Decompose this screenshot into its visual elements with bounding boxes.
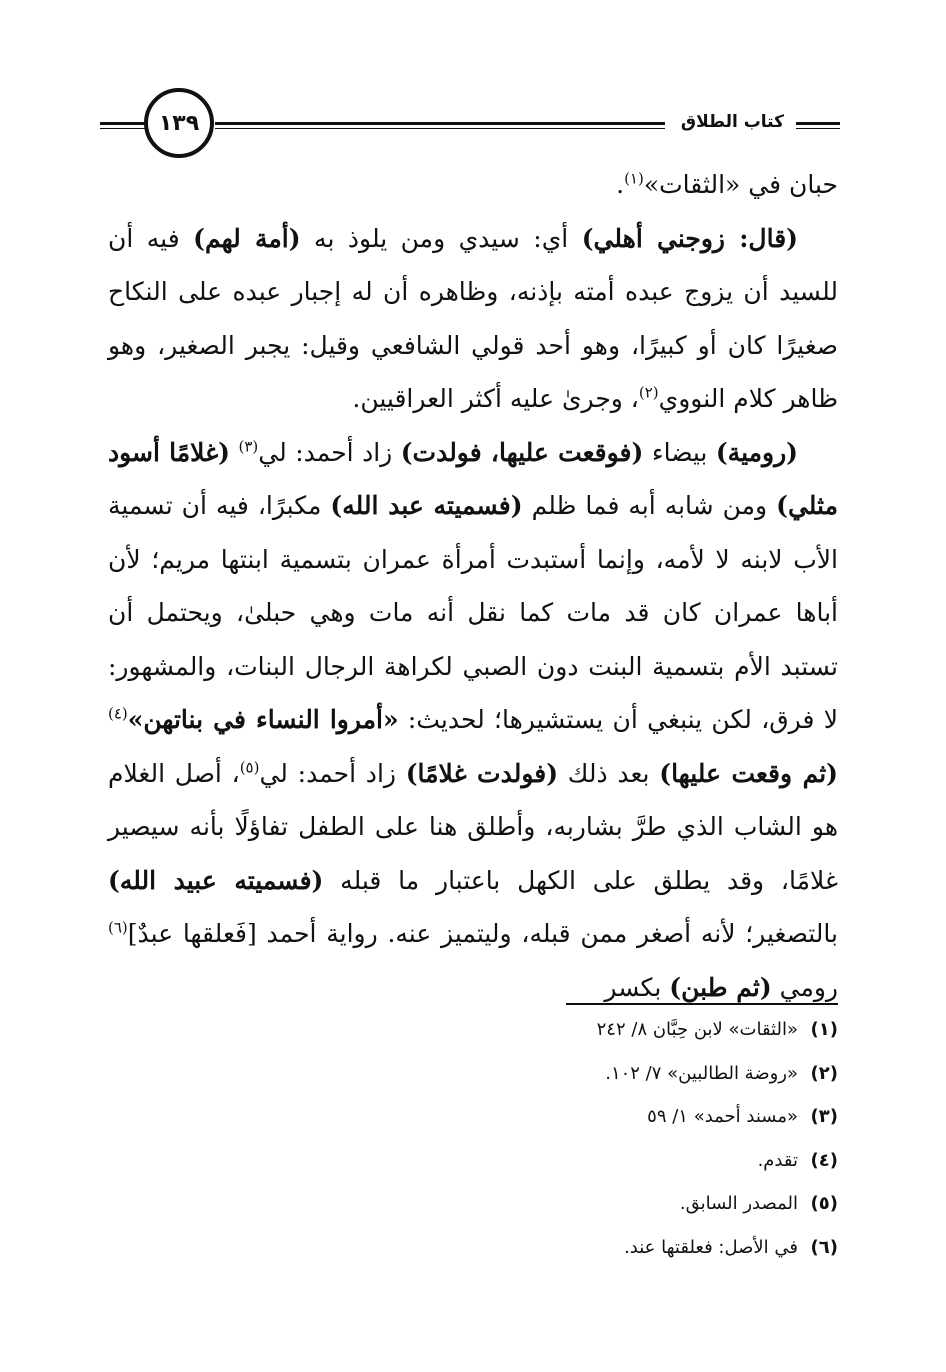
header-rule bbox=[100, 122, 148, 125]
footnote-number: (٤) bbox=[810, 1149, 838, 1171]
bold-quote: (أمة لهم) bbox=[193, 223, 301, 253]
paragraph bbox=[108, 426, 838, 1015]
footnote-number: (٣) bbox=[810, 1106, 838, 1127]
bold-quote: (فولدت غلامًا) bbox=[405, 758, 559, 788]
footnote-number: (٢) bbox=[810, 1062, 838, 1084]
footnote-text: «روضة الطالبين» ٧/ ١٠٢. bbox=[605, 1062, 798, 1084]
text-run: رومي bbox=[771, 972, 838, 1002]
header-rule bbox=[215, 128, 665, 129]
footnote-item bbox=[338, 1095, 838, 1139]
text-run: مكبرًا، فيه أن تسمية الأب لابنه لا لأمه، وإنما أستبدت أمرأة عمران بتسمية ابنتها مريم؛ لأن أباها عمران كان قد مات كما نقل أنه مات وهي حبلىٰ، ويحتمل أن تستبد الأم بتسمية البنت دون الصبي لكراهة الرجال البنات، والمشهور: لا فرق، لكن ينبغي أن يستشيرها؛ لحديث: bbox=[108, 491, 838, 734]
footnote-item bbox=[338, 1052, 838, 1096]
bold-quote: (غلامًا أسود مثلي) bbox=[108, 437, 838, 520]
footnote-ref[interactable]: (٦) bbox=[108, 918, 128, 937]
text-run: زاد أحمد: لي bbox=[259, 758, 406, 788]
text-run: ، وجرىٰ عليه أكثر العراقيين. bbox=[352, 384, 639, 413]
footnote-number: (٥) bbox=[810, 1193, 838, 1214]
main-text bbox=[108, 158, 838, 1014]
footnote-text: في الأصل: فعلقتها عند. bbox=[624, 1236, 798, 1258]
bold-quote: «أمروا النساء في بناتهن» bbox=[127, 705, 399, 734]
bold-quote: (ثم طبن) bbox=[669, 972, 772, 1002]
footnote-text: المصدر السابق. bbox=[679, 1193, 798, 1214]
footnote-ref[interactable]: (٥) bbox=[239, 758, 260, 777]
header-rule bbox=[796, 128, 840, 129]
footnote-text: تقدم. bbox=[757, 1149, 798, 1171]
bold-quote: (فوقعت عليها، فولدت) bbox=[400, 437, 644, 467]
text-run: حبان في «الثقات» bbox=[643, 170, 838, 199]
text-run: ومن شابه أبه فما ظلم bbox=[522, 491, 777, 520]
running-head: كتاب الطلاق bbox=[675, 112, 790, 132]
footnote-item bbox=[338, 1226, 838, 1270]
text-run: فيه أن للسيد أن يزوج عبده أمته بإذنه، وظاهره أن له إجبار عبده على النكاح صغيرًا كان أو كبيرًا، وهو أحد قولي الشافعي وقيل: يجبر الصغير، وهو ظاهر كلام النووي bbox=[108, 223, 838, 413]
footnote-ref[interactable]: (٣) bbox=[238, 437, 259, 456]
footnote-ref[interactable]: (٢) bbox=[638, 383, 659, 402]
footnote-ref[interactable]: (٤) bbox=[108, 704, 128, 723]
header-rule bbox=[100, 128, 148, 129]
text-run: بكسر bbox=[604, 972, 670, 1002]
text-run: . bbox=[616, 170, 625, 199]
text-run: ، أصل الغلام هو الشاب الذي طرَّ بشاربه، وأطلق هنا على الطفل تفاؤلًا بأنه سيصير غلامًا، وقد يطلق على الكهل باعتبار ما قبله bbox=[108, 758, 838, 895]
page-number: ١٣٩ bbox=[144, 88, 214, 158]
bold-quote: (ثم وقعت عليها) bbox=[659, 758, 838, 788]
footnote-number: (١) bbox=[810, 1019, 838, 1040]
text-run: بعد ذلك bbox=[558, 758, 660, 788]
header-rule bbox=[796, 122, 840, 125]
bold-quote: (قال: زوجني أهلي) bbox=[581, 223, 798, 253]
header-rule bbox=[215, 122, 665, 125]
text-run: أي: سيدي ومن يلوذ به bbox=[300, 223, 582, 253]
text-run: بالتصغير؛ لأنه أصغر ممن قبله، وليتميز عنه. رواية أحمد [فَعلقها عبدٌ] bbox=[127, 919, 838, 948]
paragraph bbox=[108, 158, 838, 212]
text-run: بيضاء bbox=[643, 437, 716, 467]
footnote-text: «الثقات» لابن حِبَّان ٨/ ٢٤٢ bbox=[596, 1019, 798, 1040]
bold-quote: (رومية) bbox=[715, 437, 798, 467]
footnote-item bbox=[338, 1182, 838, 1226]
footnote-text: «مسند أحمد» ١/ ٥٩ bbox=[647, 1106, 798, 1127]
footnote-separator bbox=[566, 1003, 838, 1005]
footnote-item bbox=[338, 1008, 838, 1052]
footnote-ref[interactable]: (١) bbox=[624, 169, 644, 188]
footnote-item bbox=[338, 1139, 838, 1183]
text-run: زاد أحمد: لي bbox=[258, 437, 401, 467]
bold-quote: (فسميته عبيد الله) bbox=[108, 865, 324, 895]
paragraph bbox=[108, 212, 838, 426]
footnote-number: (٦) bbox=[810, 1236, 838, 1258]
footnotes bbox=[338, 1008, 838, 1269]
bold-quote: (فسميته عبد الله) bbox=[330, 491, 523, 520]
